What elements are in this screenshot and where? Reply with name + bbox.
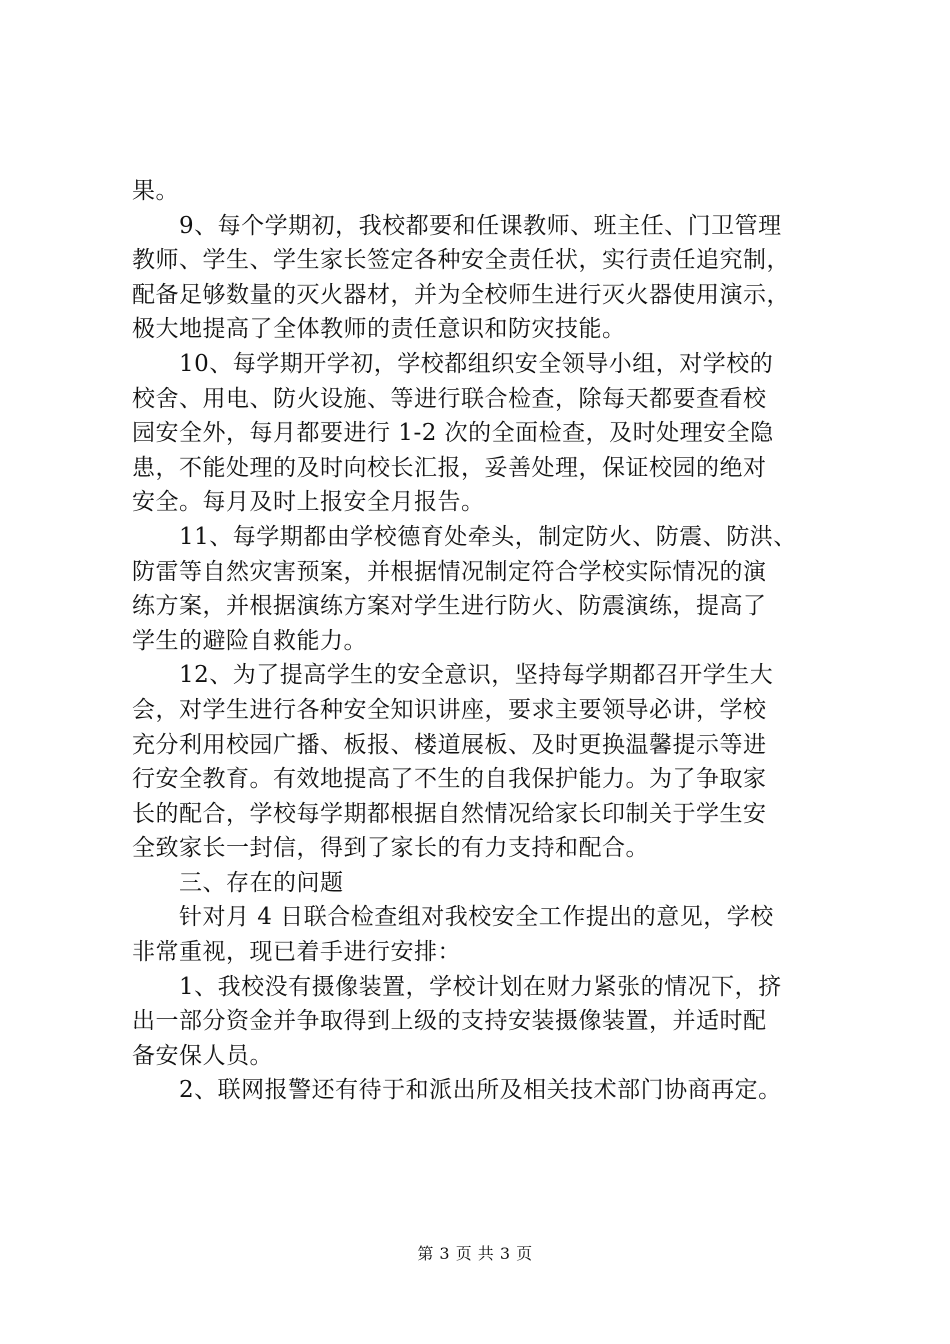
text-line: 防雷等自然灾害预案，并根据情况制定符合学校实际情况的演 xyxy=(132,558,767,585)
text-line: 长的配合，学校每学期都根据自然情况给家长印制关于学生安 xyxy=(132,800,767,827)
text-line: 出一部分资金并争取得到上级的支持安装摄像装置，并适时配 xyxy=(132,1008,767,1035)
page-footer: 第 3 页 共 3 页 xyxy=(417,1244,533,1263)
text-line: 针对月 4 日联合检查组对我校安全工作提出的意见，学校 xyxy=(179,904,774,931)
text-line: 学生的避险自救能力。 xyxy=(132,627,367,654)
text-line: 配备足够数量的灭火器材，并为全校师生进行灭火器使用演示， xyxy=(132,281,790,308)
text-line: 全致家长一封信，得到了家长的有力支持和配合。 xyxy=(132,835,649,862)
text-line: 充分利用校园广播、板报、楼道展板、及时更换温馨提示等进 xyxy=(132,731,767,758)
text-line: 非常重视，现已着手进行安排： xyxy=(132,939,461,966)
text-line: 园安全外，每月都要进行 1-2 次的全面检查，及时处理安全隐 xyxy=(132,420,774,447)
text-line: 患，不能处理的及时向校长汇报，妥善处理，保证校园的绝对 xyxy=(132,454,767,481)
text-line: 练方案，并根据演练方案对学生进行防火、防震演练，提高了 xyxy=(132,593,767,620)
text-line: 会，对学生进行各种安全知识讲座，要求主要领导必讲，学校 xyxy=(132,696,767,723)
text-line: 2、联网报警还有待于和派出所及相关技术部门协商再定。 xyxy=(179,1077,782,1104)
text-line: 9、每个学期初，我校都要和任课教师、班主任、门卫管理 xyxy=(179,212,782,239)
text-line: 安全。每月及时上报安全月报告。 xyxy=(132,489,485,516)
text-line: 校舍、用电、防火设施、等进行联合检查，除每天都要查看校 xyxy=(132,385,767,412)
document-body xyxy=(132,174,842,1108)
text-line: 1、我校没有摄像装置，学校计划在财力紧张的情况下，挤 xyxy=(179,973,782,1000)
text-line: 备安保人员。 xyxy=(132,1042,273,1069)
text-line: 12、为了提高学生的安全意识，坚持每学期都召开学生大 xyxy=(179,662,774,689)
text-line: 三、存在的问题 xyxy=(179,869,344,896)
text-line: 11、每学期都由学校德育处牵头，制定防火、防震、防洪、 xyxy=(179,523,797,550)
text-line: 果。 xyxy=(132,178,179,204)
text-line: 行安全教育。有效地提高了不生的自我保护能力。为了争取家 xyxy=(132,766,767,793)
text-line: 10、每学期开学初，学校都组织安全领导小组，对学校的 xyxy=(179,350,774,377)
text-line: 教师、学生、学生家长签定各种安全责任状，实行责任追究制， xyxy=(132,247,790,274)
text-line: 极大地提高了全体教师的责任意识和防灾技能。 xyxy=(132,316,626,343)
